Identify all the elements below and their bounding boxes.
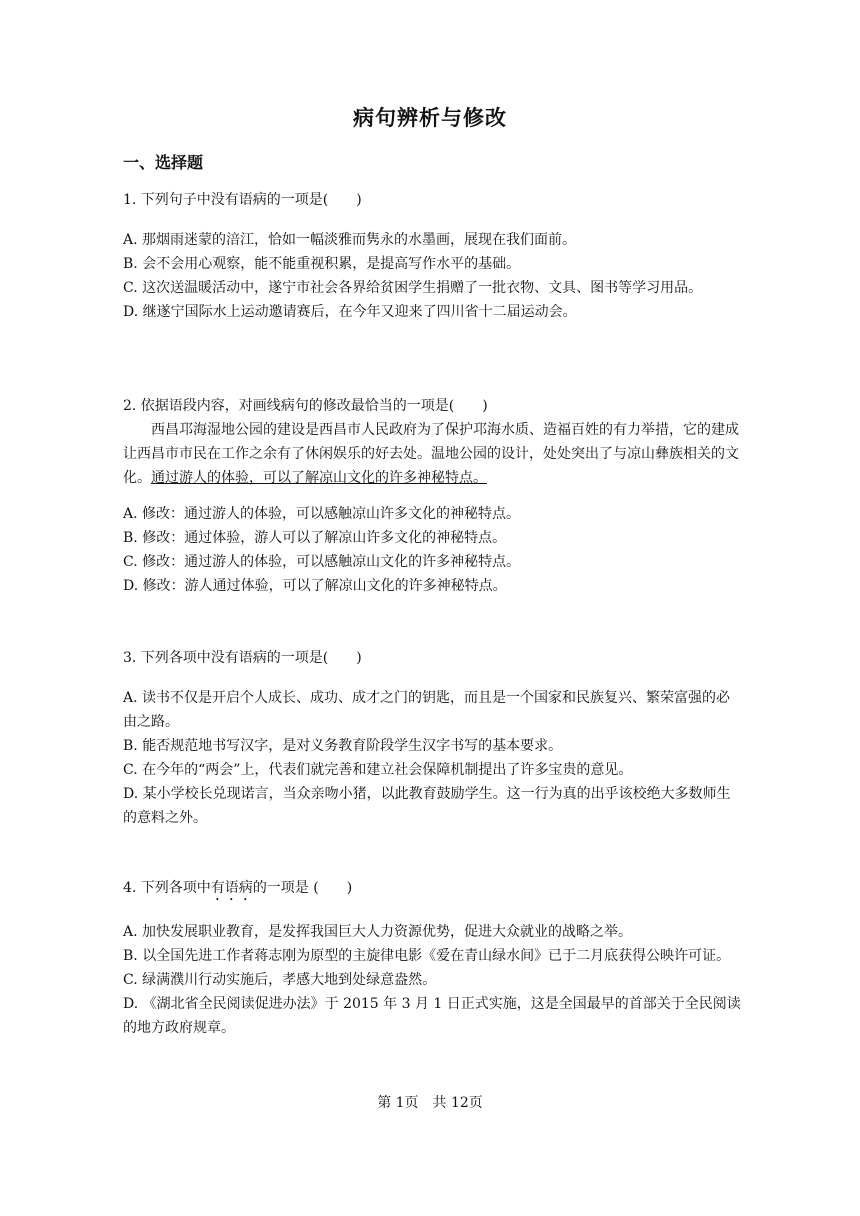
option-b: B. 以全国先进工作者蒋志刚为原型的主旋律电影《爱在青山绿水间》已于二月底获得公映许可证。 <box>123 948 731 964</box>
option-d: D. 修改：游人通过体验，可以了解凉山文化的许多神秘特点。 <box>123 578 507 594</box>
option-b: B. 修改：通过体验，游人可以了解凉山许多文化的神秘特点。 <box>123 530 507 546</box>
underlined-sentence: 通过游人的体验，可以了解凉山文化的许多神秘特点。 <box>151 470 487 486</box>
option-c: C. 绿满濮川行动实施后，孝感大地到处绿意盎然。 <box>123 972 437 988</box>
options <box>123 228 743 324</box>
option-a: A. 那烟雨迷蒙的涪江，恰如一幅淡雅而隽永的水墨画，展现在我们面前。 <box>123 232 577 248</box>
option-c: C. 在今年的“两会”上，代表们就完善和建立社会保障机制提出了许多宝贵的意见。 <box>123 762 633 778</box>
option-d: D. 某小学校长兑现诺言，当众亲吻小猪，以此教育鼓励学生。这一行为真的出乎该校绝大多数师生的意料之外。 <box>123 786 731 826</box>
option-a: A. 加快发展职业教育，是发挥我国巨大人力资源优势，促进大众就业的战略之举。 <box>123 924 633 940</box>
page-footer: 第 1页 共 12页 <box>377 1095 483 1111</box>
options <box>123 686 743 830</box>
question-stem <box>123 876 743 904</box>
option-a: A. 读书不仅是开启个人成长、成功、成才之门的钥匙，而且是一个国家和民族复兴、繁荣富强的必由之路。 <box>123 690 731 730</box>
question-1 <box>123 188 743 324</box>
passage <box>123 418 743 490</box>
question-3 <box>123 646 743 830</box>
option-b: B. 会不会用心观察，能不能重视积累，是提高写作水平的基础。 <box>123 256 521 272</box>
option-d: D. 继遂宁国际水上运动邀请赛后，在今年又迎来了四川省十二届运动会。 <box>123 304 577 320</box>
question-stem: 2. 依据语段内容，对画线病句的修改最恰当的一项是( ) <box>123 398 488 414</box>
option-c: C. 这次送温暖活动中，遂宁市社会各界给贫困学生捐赠了一批衣物、文具、图书等学习用品。 <box>123 280 703 296</box>
option-a: A. 修改：通过游人的体验，可以感触凉山许多文化的神秘特点。 <box>123 506 521 522</box>
option-c: C. 修改：通过游人的体验，可以感触凉山文化的许多神秘特点。 <box>123 554 521 570</box>
passage-text: 西昌邛海湿地公园的建设是西昌市人民政府为了保护邛海水质、造福百姓的有力举措，它的建成让西昌市市民在工作之余有了休闲娱乐的好去处。温地公园的设计，处处突出了与凉山彝族相关的文化。 <box>123 422 739 486</box>
option-d: D. 《湖北省全民阅读促进办法》于 2015 年 3 月 1 日正式实施，这是全国最早的首部关于全民阅读的地方政府规章。 <box>123 996 741 1036</box>
options <box>123 502 743 598</box>
question-4 <box>123 876 743 1040</box>
question-stem: 1. 下列句子中没有语病的一项是( ) <box>123 192 362 208</box>
options <box>123 920 743 1040</box>
stem-prefix: 4. 下列各项中 <box>123 880 211 896</box>
question-stem: 3. 下列各项中没有语病的一项是( ) <box>123 650 362 666</box>
question-2 <box>123 394 743 598</box>
stem-suffix: 的一项是 ( ) <box>252 880 353 896</box>
emphasized-words: 有语病 <box>210 880 253 896</box>
option-b: B. 能否规范地书写汉字，是对义务教育阶段学生汉字书写的基本要求。 <box>123 738 563 754</box>
page-title: 病句辨析与修改 <box>353 105 507 130</box>
section-heading: 一、选择题 <box>123 153 204 172</box>
